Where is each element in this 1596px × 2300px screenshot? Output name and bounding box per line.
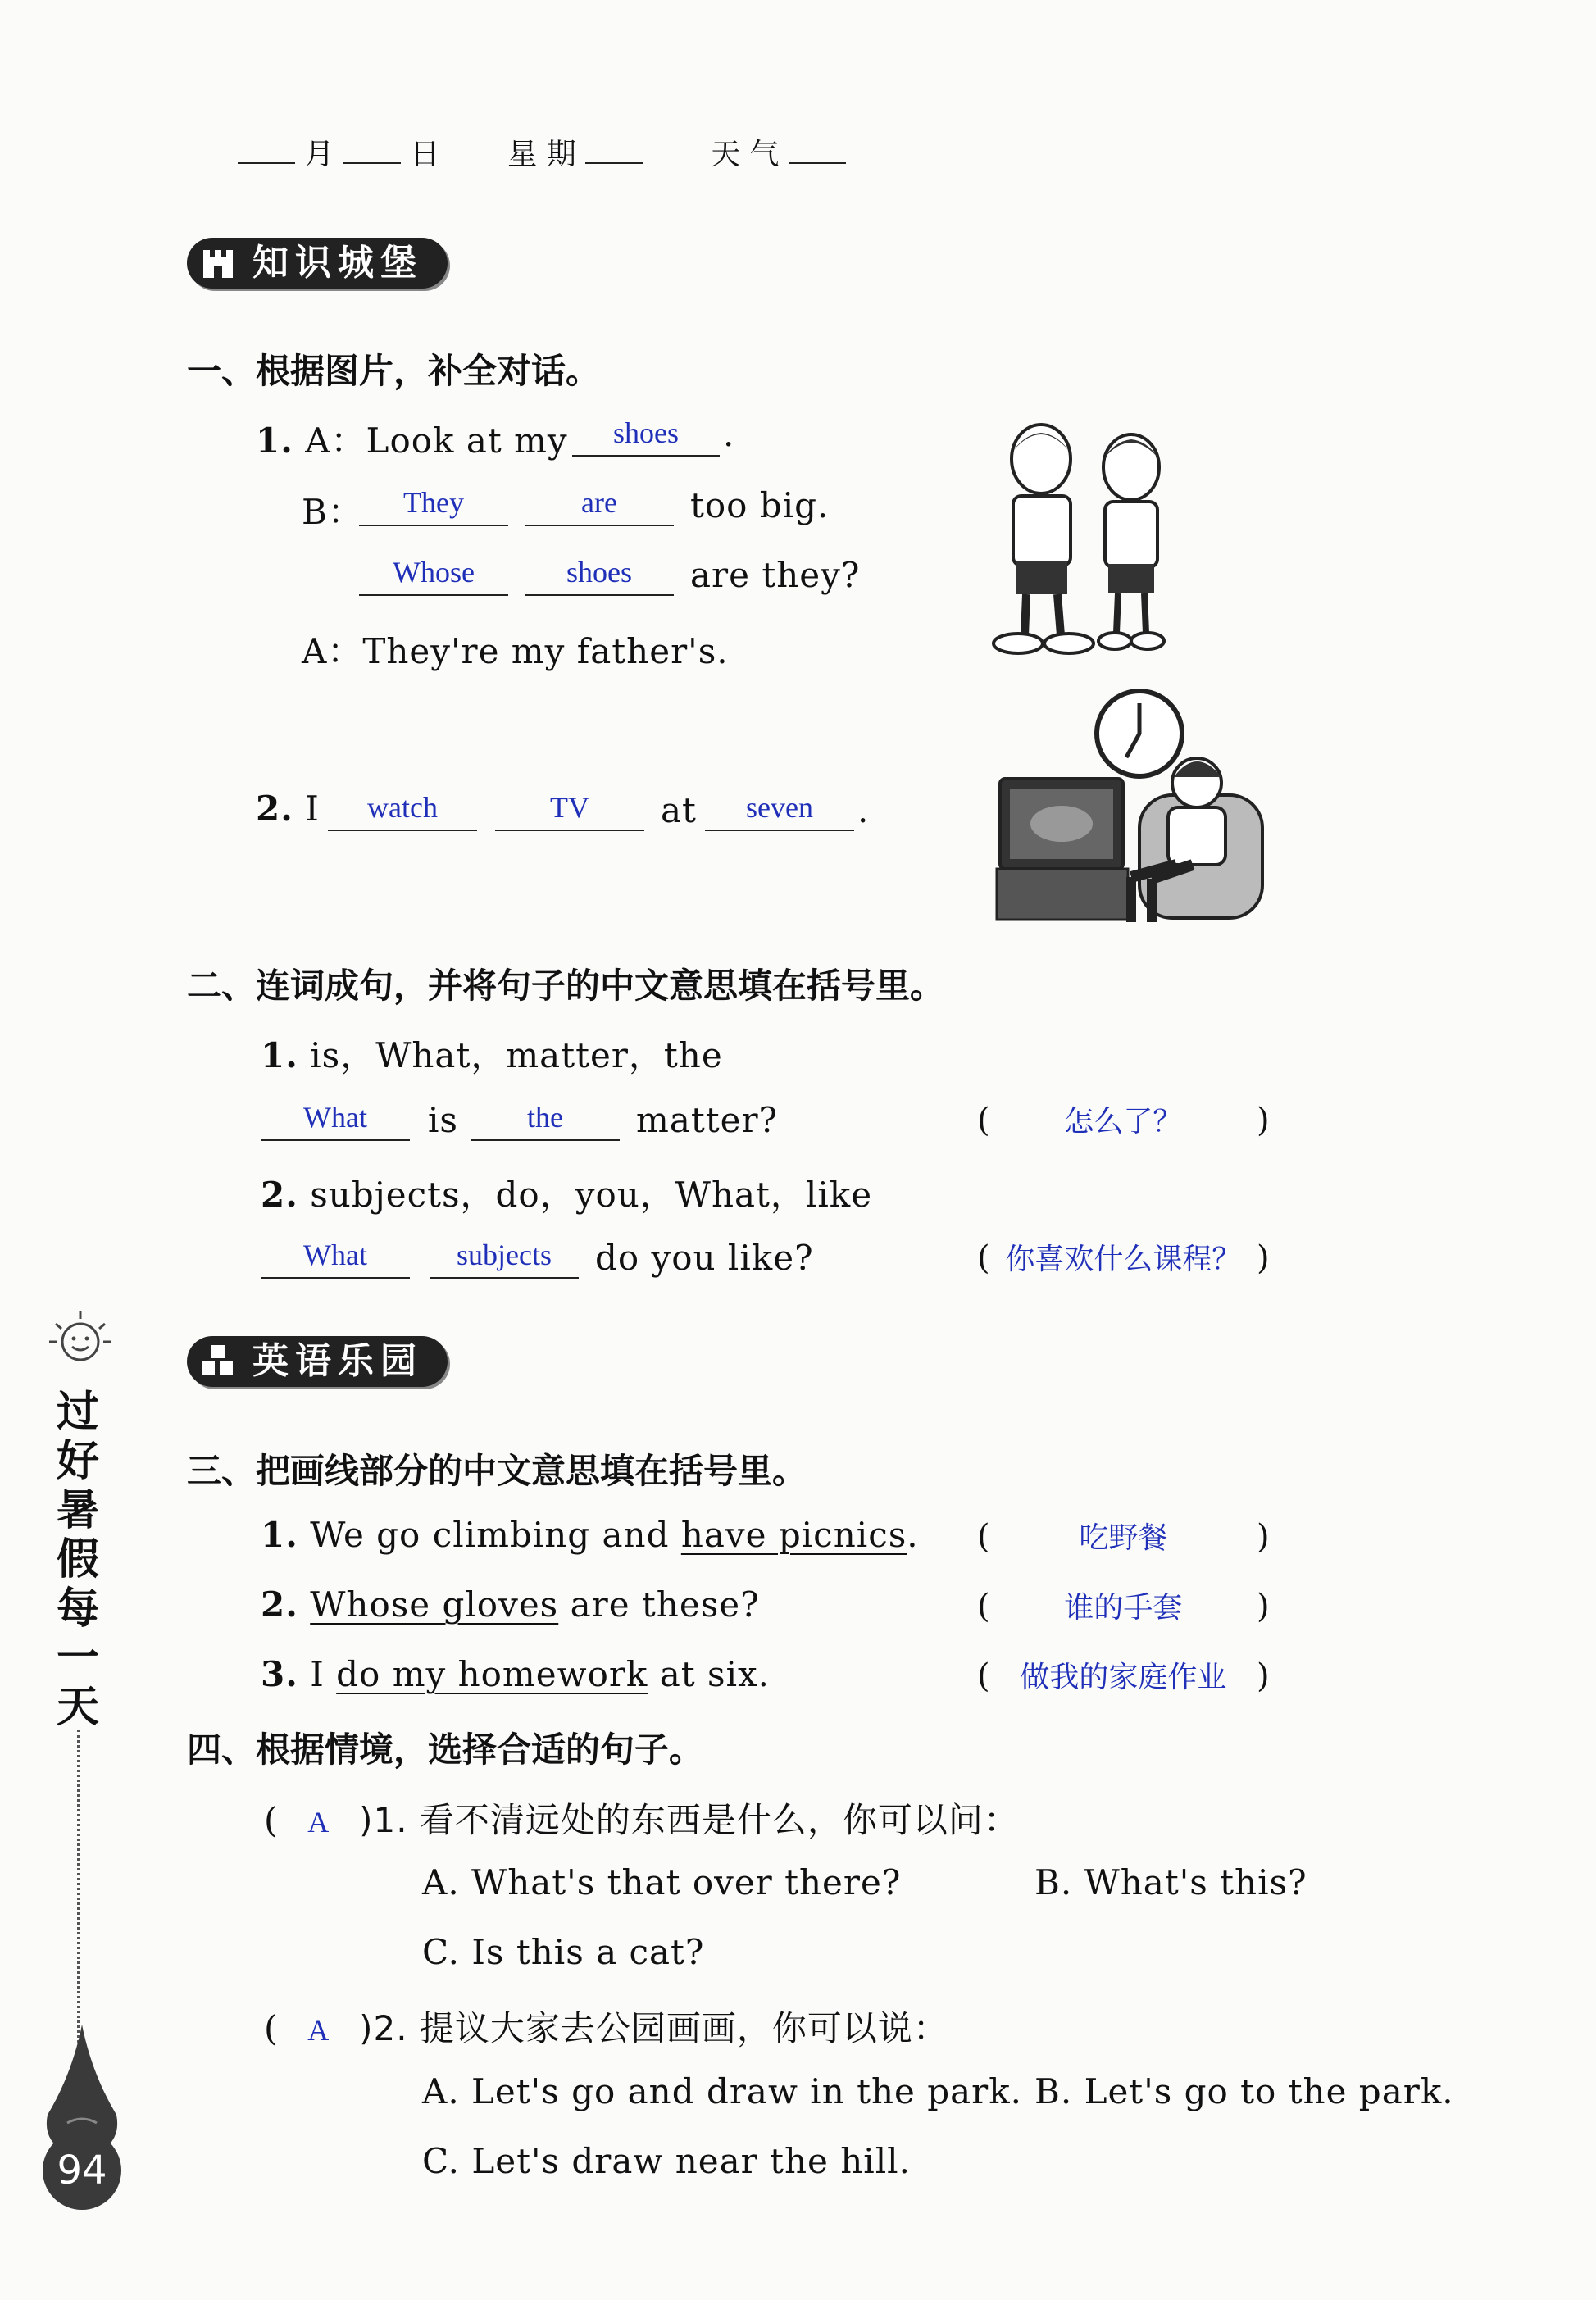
paren-close: ) — [1257, 1239, 1270, 1277]
s1-q1-b-blank2[interactable]: are — [525, 484, 674, 526]
sidebar-char: 暑 — [56, 1486, 99, 1535]
paren-close: ) — [1257, 1518, 1270, 1556]
day-label: 日 — [410, 138, 440, 171]
castle-icon — [198, 245, 238, 281]
s4-q2-answer[interactable]: A — [307, 2014, 330, 2047]
s3-q3-answer[interactable]: 做我的家庭作业 — [1020, 1661, 1227, 1693]
paren-open: ( — [977, 1518, 990, 1556]
abc-blocks-icon — [198, 1343, 238, 1380]
s3-q1-answer-paren — [977, 1515, 1270, 1557]
month-label: 月 — [304, 138, 334, 171]
s2-q1-end: matter? — [636, 1100, 779, 1140]
s1-q2-prefix — [256, 789, 320, 829]
s2-q2-words: subjects，do，you，What，like — [310, 1175, 873, 1215]
s1-q1-c-blank1[interactable]: Whose — [359, 553, 508, 596]
s1-q1-c-blank2[interactable]: shoes — [525, 553, 674, 596]
s4-q1-option-c[interactable]: C. Is this a cat? — [422, 1932, 705, 1972]
paren-close: ) — [1257, 1102, 1270, 1139]
s3-q1-line — [261, 1515, 919, 1555]
s3-q2-line — [261, 1584, 760, 1625]
paren-open: ( — [977, 1102, 990, 1139]
s3-q1-underlined: have picnics — [680, 1515, 907, 1555]
s3-q1-pre: We go climbing and — [310, 1515, 681, 1555]
s2-q2-blank1[interactable]: What — [261, 1236, 410, 1279]
s1-q2-blank2[interactable]: TV — [495, 789, 644, 831]
page-number: 94 — [43, 2131, 121, 2210]
s3-q2-answer[interactable]: 谁的手套 — [1064, 1591, 1183, 1624]
s3-q1-num: 1. — [261, 1515, 298, 1555]
s2-q2-answer-paren — [977, 1236, 1270, 1278]
watching-tv-illustration — [992, 689, 1271, 934]
s4-q2-stem-line — [264, 2002, 948, 2051]
s4-q1-option-b[interactable]: B. What's this? — [1034, 1862, 1307, 1902]
s2-q1-words: is，What，matter，the — [310, 1035, 723, 1075]
s3-q3-line — [261, 1654, 770, 1694]
s2-q1-answer-paren — [977, 1098, 1270, 1140]
s2-q2-words-line — [261, 1168, 872, 1217]
paren-close: ) — [1257, 1657, 1270, 1695]
s2-q1-blank1[interactable]: What — [261, 1098, 410, 1141]
s1-q1-b-blank1[interactable]: They — [359, 484, 508, 526]
s1-q2-num: 2. — [256, 789, 293, 829]
section3-title: 三、把画线部分的中文意思填在括号里。 — [187, 1451, 807, 1491]
s2-q1-blank2[interactable]: the — [471, 1098, 620, 1141]
s2-q2-answer[interactable]: 你喜欢什么课程？ — [1005, 1243, 1242, 1275]
s2-q1-answer[interactable]: 怎么了？ — [1064, 1105, 1183, 1138]
banner1-title: 知识城堡 — [252, 242, 423, 284]
s2-q1-mid: is — [428, 1100, 458, 1140]
paren-open: ( — [977, 1239, 990, 1277]
s3-q1-post: . — [907, 1515, 919, 1555]
s1-q1-b-end: too big. — [690, 485, 830, 525]
sidebar-char: 一 — [56, 1634, 99, 1683]
s4-q1-option-a[interactable]: A. What's that over there? — [422, 1862, 902, 1902]
paren-open: ( — [977, 1588, 990, 1625]
s1-q2-end: . — [857, 790, 870, 830]
s2-q2-end: do you like? — [595, 1238, 814, 1278]
s1-q1-c-end: are they? — [690, 555, 861, 595]
s3-q2-post: are these? — [558, 1584, 760, 1625]
s3-q3-underlined: do my homework — [336, 1654, 648, 1694]
banner-knowledge-castle — [187, 238, 448, 289]
s1-q1-a-end: . — [723, 414, 735, 454]
s3-q3-pre: I — [310, 1654, 337, 1694]
s1-q1-b-prefix: B： — [302, 492, 363, 532]
s4-q2-option-b[interactable]: B. Let's go to the park. — [1034, 2071, 1454, 2111]
section4-title: 四、根据情境，选择合适的句子。 — [187, 1730, 704, 1770]
s1-q2-blank3[interactable]: seven — [705, 789, 854, 831]
s4-q1-stem-line — [264, 1793, 1019, 1843]
sidebar-char: 好 — [56, 1437, 99, 1486]
sidebar-char: 天 — [56, 1683, 99, 1732]
s1-q1-d-line: A：They're my father's. — [302, 631, 729, 671]
banner2-title: 英语乐园 — [252, 1340, 423, 1382]
section1-title: 一、根据图片，补全对话。 — [187, 351, 601, 391]
s1-q2-i: I — [305, 789, 320, 829]
paren-open: ( — [264, 2008, 279, 2048]
s1-q2-blank1[interactable]: watch — [328, 789, 477, 831]
paren-open: ( — [977, 1657, 990, 1695]
s2-q1-num: 1. — [261, 1035, 298, 1075]
s1-q2-mid: at — [661, 790, 697, 830]
banner-english-garden — [187, 1336, 448, 1387]
s2-q2-num: 2. — [261, 1175, 298, 1215]
s4-q2-option-a[interactable]: A. Let's go and draw in the park. — [422, 2071, 1023, 2111]
s1-q1-line-a — [256, 414, 568, 463]
s1-q1-a-blank[interactable]: shoes — [572, 414, 720, 457]
s4-q2-option-c[interactable]: C. Let's draw near the hill. — [422, 2141, 911, 2181]
sidebar-char: 假 — [56, 1535, 99, 1584]
weather-label: 天 气 — [711, 138, 780, 171]
sidebar-char: 每 — [56, 1584, 99, 1634]
s3-q1-answer[interactable]: 吃野餐 — [1079, 1521, 1168, 1554]
s3-q3-post: at six. — [648, 1654, 771, 1694]
s3-q2-num: 2. — [261, 1584, 298, 1625]
s4-q2-stem: )2. 提议大家去公园画画，你可以说： — [359, 2008, 948, 2048]
paren-open: ( — [264, 1800, 279, 1840]
s3-q2-answer-paren — [977, 1584, 1270, 1626]
weekday-label: 星 期 — [507, 138, 576, 171]
section2-title: 二、连词成句，并将句子的中文意思填在括号里。 — [187, 966, 945, 1006]
date-header — [238, 131, 846, 173]
s3-q3-num: 3. — [261, 1654, 298, 1694]
s3-q3-answer-paren — [977, 1654, 1270, 1696]
sidebar-char: 过 — [56, 1388, 99, 1437]
s1-q1-num: 1. — [256, 420, 293, 461]
s1-q1-a-prefix: A：Look at my — [305, 420, 568, 461]
s2-q2-blank2[interactable]: subjects — [430, 1236, 579, 1279]
s4-q1-stem: )1. 看不清远处的东西是什么，你可以问： — [359, 1800, 1019, 1840]
paren-close: ) — [1257, 1588, 1270, 1625]
s3-q2-underlined: Whose gloves — [310, 1584, 559, 1625]
two-boys-illustration — [984, 418, 1197, 664]
s4-q1-answer[interactable]: A — [307, 1806, 330, 1839]
s2-q1-words-line — [261, 1029, 723, 1078]
